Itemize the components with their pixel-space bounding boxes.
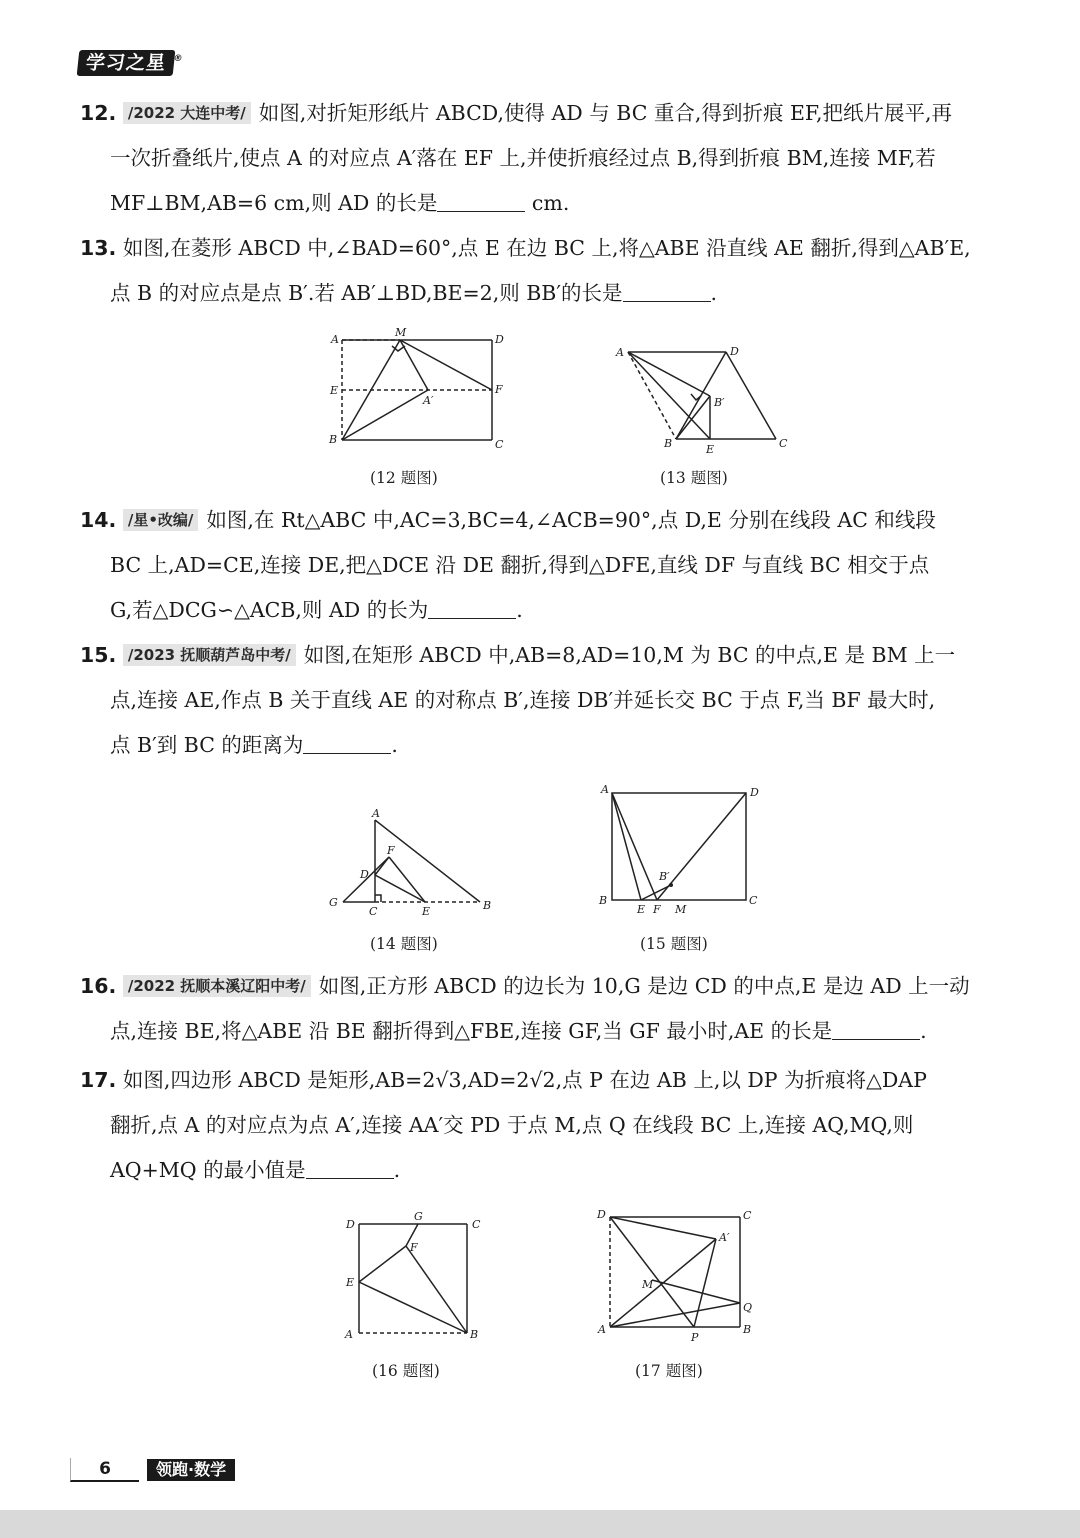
point-label: C [749,894,758,907]
figure-stroke [652,1280,740,1303]
figure-stroke [375,857,389,875]
answer-blank[interactable] [428,596,516,619]
problem-number: 12. [80,101,117,125]
figure-stroke [406,1246,467,1333]
figure-stroke [375,820,480,902]
point-label: B [664,437,673,450]
problem-12: 12. /2022 大连中考/ 如图,对折矩形纸片 ABCD,使得 AD 与 BC 重合,得到折痕 EF,把纸片展平,再 一次折叠纸片,使点 A 的对应点 A′落在 EF 上,并使折痕经过点 B,得到折痕 BM,连接 MF,若 MF⊥BM,AB=6 cm,则 AD 的长是 cm. [80,101,952,215]
figure-stroke [375,875,425,902]
point-label: D [750,786,759,799]
figure-13 [612,342,797,457]
figure-12-caption: (12 题图) [370,469,438,487]
source-tag: /2023 抚顺葫芦岛中考/ [123,644,296,666]
problem-13: 13. 如图,在菱形 ABCD 中,∠BAD=60°,点 E 在边 BC 上,将△ABE 沿直线 AE 翻折,得到△AB′E, 点 B 的对应点是点 B′.若 AB′⊥BD,BE=2,则 BB′的长是 . [80,236,971,305]
figure-stroke [628,352,710,396]
series-label: 领跑·数学 [147,1459,235,1481]
point-label: C [779,437,788,450]
figure-stroke [726,352,776,439]
source-tag: /星•改编/ [123,509,199,531]
figure-stroke [610,1217,694,1327]
point-label: A [345,1328,353,1341]
point-label: A [372,807,380,820]
figure-14-caption: (14 题图) [370,935,438,953]
point-label: F [410,1241,418,1254]
figure-17 [594,1203,764,1353]
figure-stroke [612,793,657,900]
figure-14 [325,805,500,920]
point-label: B′ [659,870,670,883]
point-label: A [598,1323,606,1336]
answer-blank[interactable] [437,189,525,212]
point-label: F [387,844,395,857]
source-tag: /2022 抚顺本溪辽阳中考/ [123,975,311,997]
point-label: A′ [719,1231,730,1244]
problem-number: 13. [80,236,117,260]
figure-stroke [389,857,425,902]
figure-stroke [375,895,381,902]
answer-blank[interactable] [306,1156,394,1179]
point-label: M [675,903,687,916]
source-tag: /2022 大连中考/ [123,102,251,124]
problem-number: 15. [80,643,117,667]
point-label: Q [743,1301,753,1314]
point-label: B [743,1323,752,1336]
point-label: B [470,1328,479,1341]
figure-stroke [669,883,673,887]
point-label: M [642,1278,654,1291]
answer-blank[interactable] [623,279,711,302]
problem-number: 14. [80,508,117,532]
figure-16-caption: (16 题图) [372,1362,440,1380]
point-label: A [331,333,339,346]
point-label: F [495,383,503,396]
figure-stroke [342,390,428,440]
figure-stroke [612,793,641,900]
problem-17: 17. 如图,四边形 ABCD 是矩形,AB=2√3,AD=2√2,点 P 在边 AB 上,以 DP 为折痕将△DAP 翻折,点 A 的对应点为点 A′,连接 AA′交 PD 于点 M,点 Q 在线段 BC 上,连接 AQ,MQ,则 AQ+MQ 的最小值是 . [80,1068,927,1182]
problem-15: 15. /2023 抚顺葫芦岛中考/ 如图,在矩形 ABCD 中,AB=8,AD=10,M 为 BC 的中点,E 是 BM 上一 点,连接 AE,作点 B 关于直线 AE 的对称点 B′,连接 DB′并延长交 BC 于点 F,当 BF 最大时, 点 B′到 BC 的距离为 . [80,643,956,757]
point-label: A [601,783,609,796]
figure-17-caption: (17 题图) [635,1362,703,1380]
point-label: A [616,346,624,359]
point-label: E [706,443,715,456]
figure-stroke [610,1303,740,1327]
figure-13-caption: (13 题图) [660,469,728,487]
point-label: C [743,1209,752,1222]
point-label: B [599,894,608,907]
point-label: B [483,899,492,912]
figure-stroke [612,793,746,900]
point-label: C [369,905,378,918]
point-label: F [653,903,661,916]
point-label: E [346,1276,355,1289]
figure-16 [342,1210,502,1345]
problem-number: 16. [80,974,117,998]
brand-logo: 学习之星 ® [77,50,176,76]
bottom-band [0,1510,1080,1538]
point-label: B [329,433,338,446]
point-label: D [360,868,369,881]
page-footer [70,1458,235,1482]
point-label: A′ [423,394,434,407]
point-label: D [597,1208,606,1221]
figure-12 [325,328,505,453]
point-label: D [730,345,739,358]
point-label: C [472,1218,481,1231]
point-label: B′ [714,396,725,409]
answer-blank[interactable] [303,731,391,754]
point-label: M [395,326,407,339]
figure-15-caption: (15 题图) [640,935,708,953]
figure-stroke [694,1239,716,1327]
figure-stroke [359,1282,467,1333]
point-label: G [329,896,338,909]
point-label: P [691,1331,699,1344]
figure-stroke [359,1246,406,1282]
problem-16: 16. /2022 抚顺本溪辽阳中考/ 如图,正方形 ABCD 的边长为 10,G 是边 CD 的中点,E 是边 AD 上一动 点,连接 BE,将△ABE 沿 BE 翻折得到△FBE,连接 GF,当 GF 最小时,AE 的长是 . [80,974,970,1043]
point-label: E [637,903,646,916]
point-label: E [422,905,431,918]
point-label: G [414,1210,423,1223]
page-number: 6 [70,1458,139,1482]
figure-15 [595,780,775,920]
point-label: D [495,333,504,346]
problem-14: 14. /星•改编/ 如图,在 Rt△ABC 中,AC=3,BC=4,∠ACB=90°,点 D,E 分别在线段 AC 和线段 BC 上,AD=CE,连接 DE,把△DCE 沿 DE 翻折,得到△DFE,直线 DF 与直线 BC 相交于点 G,若△DCG∽△ACB,则 AD 的长为 . [80,508,936,622]
point-label: C [495,438,504,451]
point-label: D [346,1218,355,1231]
figure-stroke [610,1217,716,1239]
problem-number: 17. [80,1068,117,1092]
point-label: E [330,384,339,397]
answer-blank[interactable] [832,1017,920,1040]
